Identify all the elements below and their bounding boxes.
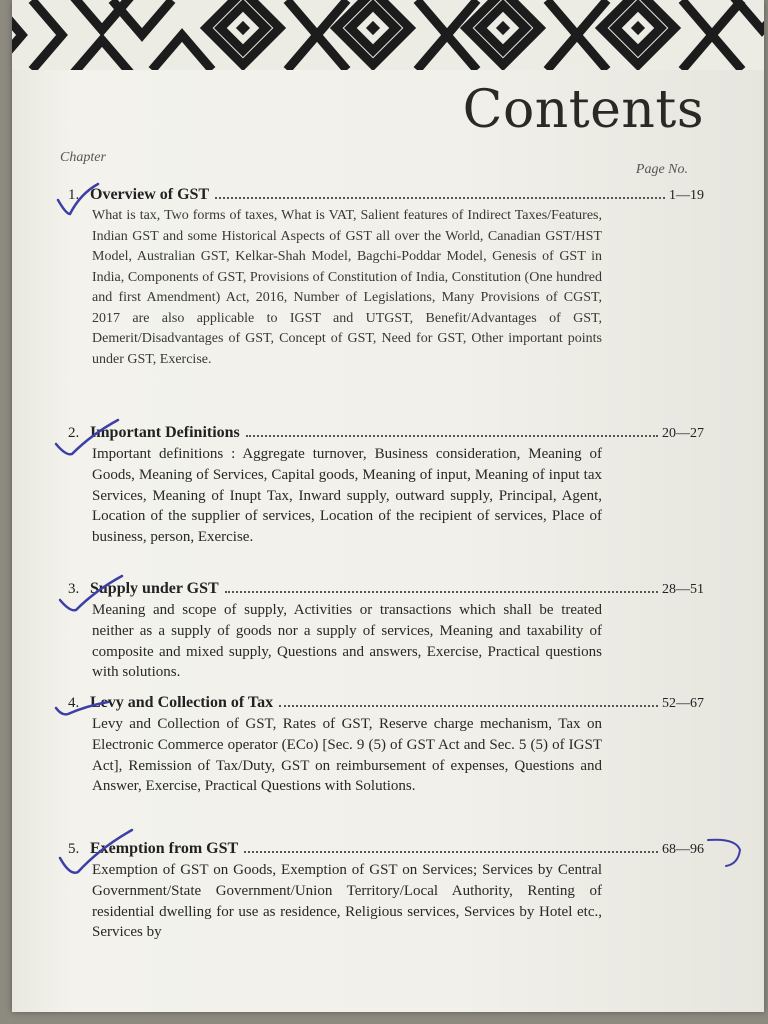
chapter-description: Levy and Collection of GST, Rates of GST, Reserve charge mechanism, Tax on Electronic Commerce operator (ECo) [Sec. 9 (5) of GST Act and Sec. 5 (5) of IGST Act], Remission of Tax/Duty, GST on reimbursement of expenses, Questions and Answer, Exercise, Practical Questions with Solutions. <box>92 716 602 795</box>
chapter-number: 1. <box>68 187 80 203</box>
page-range: 28—51 <box>662 582 704 597</box>
page-range: 1—19 <box>669 188 704 203</box>
page-range: 68—96 <box>662 842 704 857</box>
chapter-title: Important Definitions <box>90 424 240 441</box>
page-range: 20—27 <box>662 426 704 441</box>
chapter-description: Meaning and scope of supply, Activities or transactions which shall be treated neither as a supply of goods nor a supply of services, Meaning and taxability of composite and mixed supply, Questions and answers, Exercise, Practical questions with solutions. <box>92 602 602 681</box>
chapter-number: 3. <box>68 581 80 597</box>
pen-scribble-icon <box>706 838 746 868</box>
chapter-column-label: Chapter <box>60 150 106 165</box>
chapter-description: What is tax, Two forms of taxes, What is VAT, Salient features of Indirect Taxes/Features, Indian GST and some Historical Aspects of GST all over the World, Canadian GST/HST Model, Australian GST, Kelkar-Shah Model, Bagchi-Poddar Model, Genesis of GST in India, Components of GST, Provisions of Constitution of India, Constitution (One hundred and first Amendment) Act, 2016, Number of Legislations, Many Provisions of CGST, 2017 are also applicable to IGST and UTGST, Benefit/Advantages of GST, Demerit/Disadvantages of GST, Concept of GST, Need for GST, Other important points under GST, Exercise. <box>92 208 602 367</box>
chapter-number: 2. <box>68 425 80 441</box>
toc-entry-heading <box>68 836 704 858</box>
dot-leader <box>215 196 665 199</box>
chapter-number: 5. <box>68 841 80 857</box>
page-range: 52—67 <box>662 696 704 711</box>
toc-entry-heading <box>68 690 704 712</box>
chapter-number: 4. <box>68 695 80 711</box>
chapter-title: Overview of GST <box>90 186 210 203</box>
dot-leader <box>246 434 658 437</box>
chapter-title: Exemption from GST <box>90 840 239 857</box>
dot-leader <box>225 590 658 593</box>
chapter-title: Supply under GST <box>90 580 219 597</box>
chapter-title: Levy and Collection of Tax <box>90 694 274 711</box>
decorative-banner <box>12 0 764 70</box>
toc-entry-heading <box>68 576 704 598</box>
page-title: Contents <box>462 80 704 140</box>
page-number-column-label: Page No. <box>635 162 688 177</box>
dot-leader <box>244 850 658 853</box>
toc-entry-heading <box>68 420 704 442</box>
chapter-description: Important definitions : Aggregate turnover, Business consideration, Meaning of Goods, Meaning of Services, Capital goods, Meaning of input, Meaning of input tax Services, Meaning of Inupt Tax, Inward supply, outward supply, Principal, Agent, Location of the supplier of services, Location of the recipient of services, Place of business, person, Exercise. <box>92 446 602 546</box>
dot-leader <box>279 704 658 707</box>
toc-entry-heading <box>68 182 704 204</box>
book-page <box>12 0 764 1012</box>
chapter-description: Exemption of GST on Goods, Exemption of GST on Services; Services by Central Government/State Government/Union Territory/Local Authority, Renting of residential dwelling for use as residence, Religious services, Services by Hotel etc., Services by <box>92 862 602 941</box>
